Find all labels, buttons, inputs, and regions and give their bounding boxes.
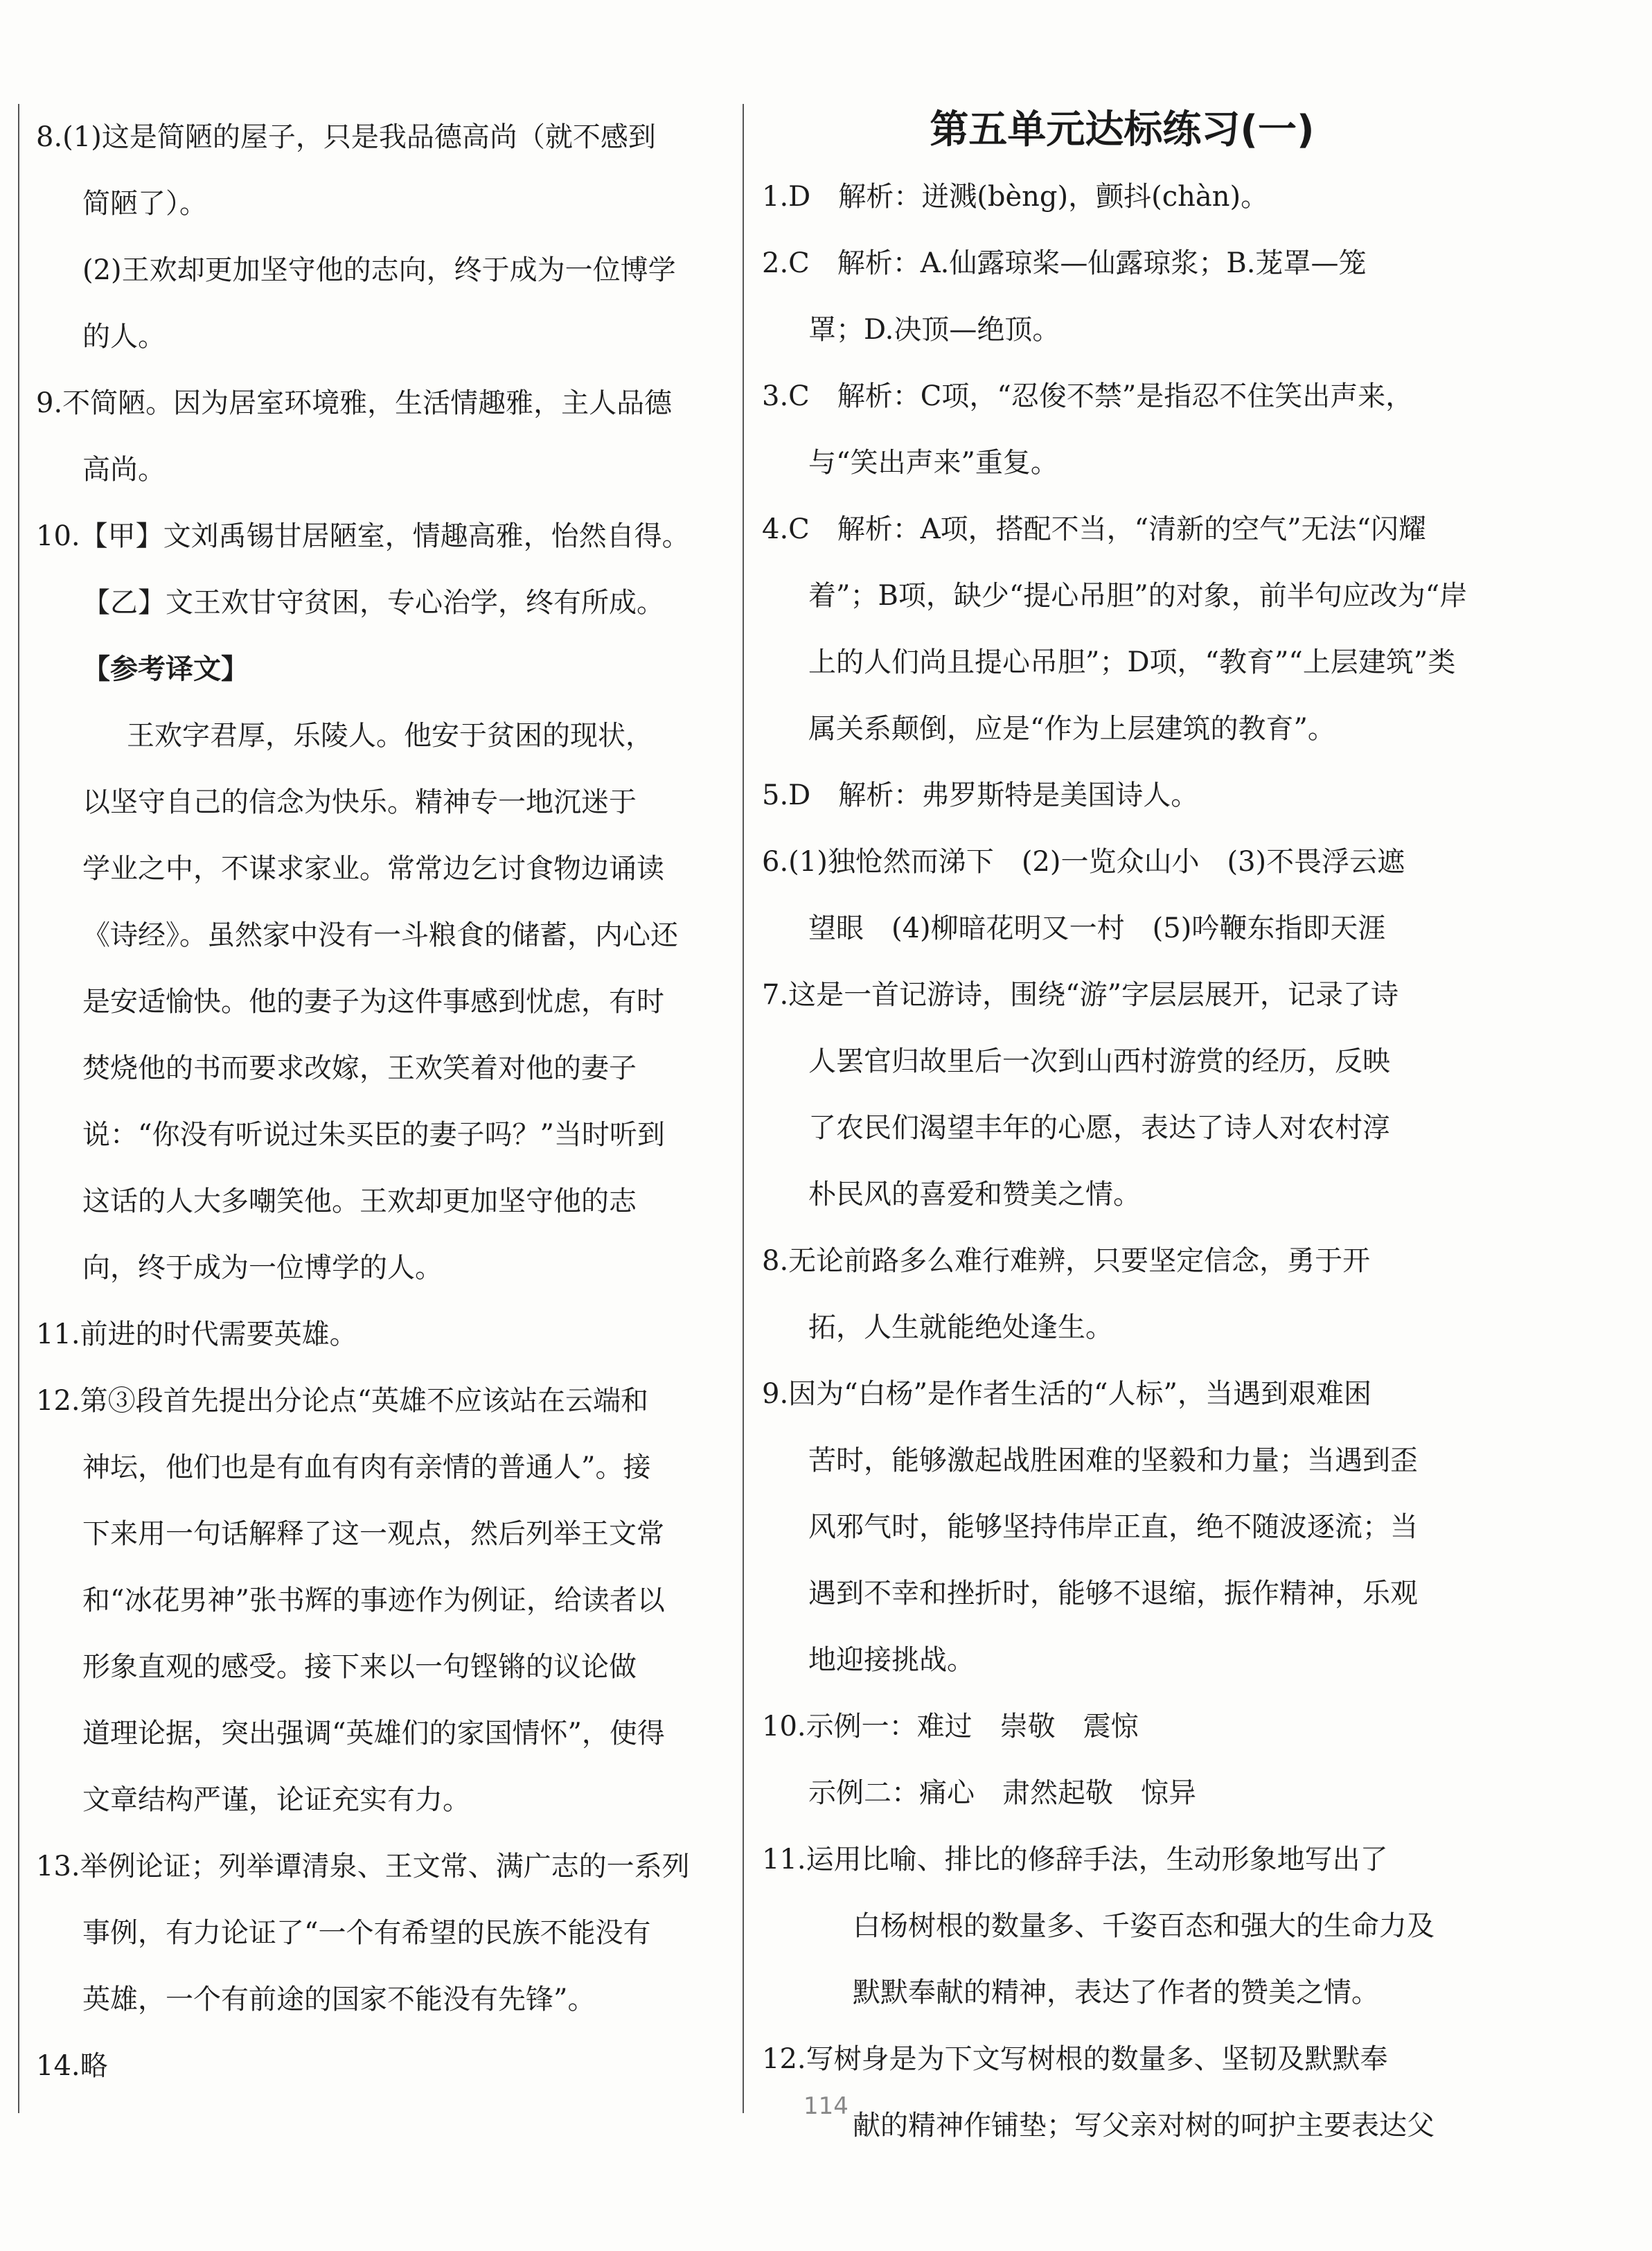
left-column (36, 104, 736, 2099)
answer-line: 与“笑出声来”重复。 (808, 447, 1058, 479)
answer-line: 向，终于成为一位博学的人。 (82, 1252, 443, 1284)
answer-line: 了农民们渴望丰年的心愿，表达了诗人对农村淳 (808, 1112, 1390, 1144)
answer-line: 的人。 (82, 321, 166, 353)
answer-line: 11.运用比喻、排比的修辞手法，生动形象地写出了 (762, 1844, 1388, 1875)
left-divider-line (18, 104, 19, 2113)
answer-line: 简陋了）。 (82, 188, 207, 220)
answer-line: 7.这是一首记游诗，围绕“游”字层层展开，记录了诗 (762, 979, 1399, 1011)
answer-line: 朴民风的喜爱和赞美之情。 (808, 1179, 1141, 1210)
answer-line: 高尚。 (82, 454, 166, 486)
answer-line: 4.C 解析：A项，搭配不当，“清新的空气”无法“闪耀 (762, 513, 1427, 545)
answer-line: 9.不简陋。因为居室环境雅，生活情趣雅，主人品德 (36, 387, 673, 419)
answer-line: 着”；B项，缺少“提心吊胆”的对象，前半句应改为“岸 (808, 580, 1468, 612)
answer-line: 上的人们尚且提心吊胆”；D项，“教育”“上层建筑”类 (808, 646, 1456, 678)
answer-line: 以坚守自己的信念为快乐。精神专一地沉迷于 (82, 786, 637, 818)
answer-line: 9.因为“白杨”是作者生活的“人标”，当遇到艰难困 (762, 1378, 1371, 1410)
answer-line: 10.示例一：难过 崇敬 震惊 (762, 1711, 1139, 1742)
answer-line: 14.略 (36, 2050, 108, 2082)
answer-line: 拓，人生就能绝处逢生。 (808, 1312, 1113, 1343)
right-column-lines (762, 164, 1482, 2159)
reference-translation-heading: 【参考译文】 (82, 653, 249, 685)
answer-line: 白杨树根的数量多、千姿百态和强大的生命力及 (853, 1910, 1435, 1942)
answer-line: 3.C 解析：C项，“忍俊不禁”是指忍不住笑出声来， (762, 380, 1414, 412)
center-divider-line (743, 104, 744, 2113)
answer-line: 学业之中，不谋求家业。常常边乞讨食物边诵读 (82, 853, 664, 885)
answer-line: 属关系颠倒，应是“作为上层建筑的教育”。 (808, 713, 1335, 745)
answer-line: 这话的人大多嘲笑他。王欢却更加坚守他的志 (82, 1185, 637, 1217)
answer-line: 2.C 解析：A.仙露琼桨—仙露琼浆；B.茏罩—笼 (762, 247, 1367, 279)
answer-line: 12.第③段首先提出分论点“英雄不应该站在云端和 (36, 1385, 649, 1417)
answer-line: 示例二：痛心 肃然起敬 惊异 (808, 1777, 1196, 1809)
answer-line: 形象直观的感受。接下来以一句铿锵的议论做 (82, 1651, 637, 1683)
answer-line: 《诗经》。虽然家中没有一斗粮食的储蓄，内心还 (82, 919, 678, 951)
answer-line: 神坛，他们也是有血有肉有亲情的普通人”。接 (82, 1451, 651, 1483)
answer-line: 1.D 解析：迸溅(bèng)，颤抖(chàn)。 (762, 181, 1269, 213)
answer-line: 8.无论前路多么难行难辨，只要坚定信念，勇于开 (762, 1245, 1371, 1277)
answer-line: 13.举例论证；列举谭清泉、王文常、满广志的一系列 (36, 1851, 690, 1882)
answer-line: 和“冰花男神”张书辉的事迹作为例证，给读者以 (82, 1584, 665, 1616)
answer-line: 【乙】文王欢甘守贫困，专心治学，终有所成。 (82, 587, 664, 619)
answer-line: 遇到不幸和挫折时，能够不退缩，振作精神，乐观 (808, 1578, 1418, 1609)
answer-line: 道理论据，突出强调“英雄们的家国情怀”，使得 (82, 1718, 665, 1749)
answer-line: 地迎接挑战。 (808, 1644, 975, 1676)
answer-line: 8.(1)这是简陋的屋子，只是我品德高尚（就不感到 (36, 121, 656, 153)
answer-line: 人罢官归故里后一次到山西村游赏的经历，反映 (808, 1045, 1390, 1077)
answer-line: 罩；D.决顶—绝顶。 (808, 314, 1060, 346)
answer-line: 献的精神作铺垫；写父亲对树的呵护主要表达父 (853, 2110, 1435, 2142)
answer-line: 焚烧他的书而要求改嫁，王欢笑着对他的妻子 (82, 1052, 637, 1084)
answer-line: 默默奉献的精神，表达了作者的赞美之情。 (853, 1977, 1379, 2009)
answer-line: 文章结构严谨，论证充实有力。 (82, 1784, 470, 1816)
answer-line: 6.(1)独怆然而涕下 (2)一览众山小 (3)不畏浮云遮 (762, 846, 1405, 878)
answer-line: 说：“你没有听说过朱买臣的妻子吗？”当时听到 (82, 1119, 665, 1151)
answer-line: 12.写树身是为下文写树根的数量多、坚韧及默默奉 (762, 2043, 1388, 2075)
answer-line: 下来用一句话解释了这一观点，然后列举王文常 (82, 1518, 664, 1550)
section-title: 第五单元达标练习(一) (930, 107, 1315, 152)
answer-line: 是安适愉快。他的妻子为这件事感到忧虑，有时 (82, 986, 664, 1018)
answer-line: 10.【甲】文刘禹锡甘居陋室，情趣高雅，怡然自得。 (36, 520, 690, 552)
answer-line: 11.前进的时代需要英雄。 (36, 1318, 357, 1350)
answer-line: 望眼 (4)柳暗花明又一村 (5)吟鞭东指即天涯 (808, 912, 1386, 944)
page-number: 114 (803, 2092, 849, 2120)
answer-line: 王欢字君厚，乐陵人。他安于贫困的现状， (127, 720, 653, 752)
answer-line: 英雄，一个有前途的国家不能没有先锋”。 (82, 1984, 596, 2015)
answer-line: 风邪气时，能够坚持伟岸正直，绝不随波逐流；当 (808, 1511, 1418, 1543)
answer-line: 苦时，能够激起战胜困难的坚毅和力量；当遇到歪 (808, 1445, 1418, 1476)
answer-line: 5.D 解析：弗罗斯特是美国诗人。 (762, 779, 1199, 811)
answer-line: (2)王欢却更加坚守他的志向，终于成为一位博学 (82, 254, 676, 286)
answer-line: 事例，有力论证了“一个有希望的民族不能没有 (82, 1917, 651, 1949)
right-column (762, 104, 1482, 2159)
